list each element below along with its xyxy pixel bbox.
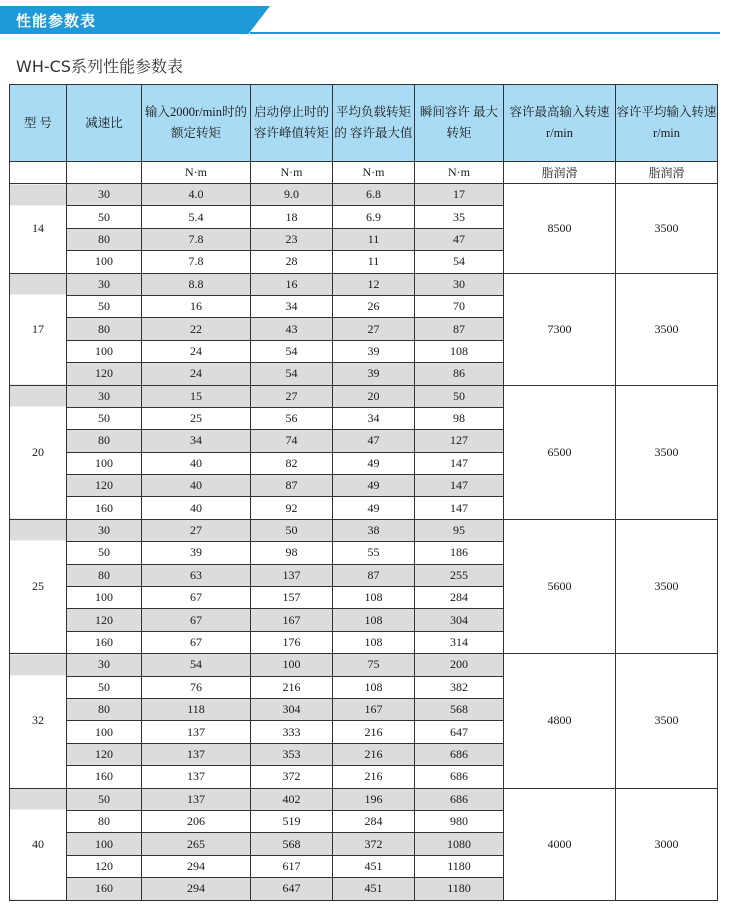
unit-cell: N·m [251, 162, 333, 184]
value-cell: 75 [333, 654, 415, 676]
value-cell: 87 [415, 318, 504, 340]
value-cell: 519 [251, 810, 333, 832]
model-cell: 25 [10, 519, 67, 653]
ratio-cell: 50 [67, 788, 142, 810]
value-cell: 216 [333, 721, 415, 743]
max-speed-cell: 4000 [504, 788, 616, 900]
value-cell: 11 [333, 228, 415, 250]
value-cell: 568 [251, 833, 333, 855]
value-cell: 47 [415, 228, 504, 250]
value-cell: 100 [251, 654, 333, 676]
ratio-cell: 50 [67, 676, 142, 698]
unit-cell: N·m [415, 162, 504, 184]
value-cell: 39 [333, 363, 415, 385]
value-cell: 147 [415, 452, 504, 474]
value-cell: 451 [333, 855, 415, 877]
table-title: WH-CS系列性能参数表 [16, 57, 183, 76]
value-cell: 38 [333, 519, 415, 541]
value-cell: 22 [142, 318, 251, 340]
value-cell: 74 [251, 430, 333, 452]
ratio-cell: 80 [67, 564, 142, 586]
value-cell: 23 [251, 228, 333, 250]
value-cell: 333 [251, 721, 333, 743]
ratio-cell: 80 [67, 698, 142, 720]
ratio-cell: 50 [67, 206, 142, 228]
ratio-cell: 50 [67, 542, 142, 564]
value-cell: 98 [415, 407, 504, 429]
value-cell: 265 [142, 833, 251, 855]
value-cell: 118 [142, 698, 251, 720]
ratio-cell: 120 [67, 855, 142, 877]
value-cell: 6.8 [333, 184, 415, 206]
max-speed-cell: 5600 [504, 519, 616, 653]
table-row [10, 385, 718, 407]
unit-cell [10, 162, 67, 184]
value-cell: 15 [142, 385, 251, 407]
value-cell: 67 [142, 631, 251, 653]
units-row [10, 162, 718, 184]
value-cell: 39 [333, 340, 415, 362]
value-cell: 40 [142, 452, 251, 474]
value-cell: 284 [415, 587, 504, 609]
value-cell: 50 [415, 385, 504, 407]
value-cell: 24 [142, 363, 251, 385]
value-cell: 127 [415, 430, 504, 452]
ratio-cell: 100 [67, 251, 142, 273]
value-cell: 9.0 [251, 184, 333, 206]
value-cell: 1180 [415, 878, 504, 900]
column-header: 启动停止时的 容许峰值转矩 [251, 85, 333, 162]
unit-cell [67, 162, 142, 184]
ratio-cell: 30 [67, 385, 142, 407]
value-cell: 95 [415, 519, 504, 541]
ratio-cell: 160 [67, 878, 142, 900]
ratio-cell: 80 [67, 430, 142, 452]
value-cell: 686 [415, 766, 504, 788]
value-cell: 43 [251, 318, 333, 340]
value-cell: 27 [142, 519, 251, 541]
value-cell: 17 [415, 184, 504, 206]
value-cell: 56 [251, 407, 333, 429]
table-row [10, 788, 718, 810]
value-cell: 67 [142, 609, 251, 631]
value-cell: 137 [142, 766, 251, 788]
value-cell: 55 [333, 542, 415, 564]
value-cell: 647 [415, 721, 504, 743]
value-cell: 167 [251, 609, 333, 631]
value-cell: 49 [333, 452, 415, 474]
value-cell: 54 [251, 363, 333, 385]
value-cell: 108 [333, 609, 415, 631]
value-cell: 1180 [415, 855, 504, 877]
column-header: 输入2000r/min时的 额定转矩 [142, 85, 251, 162]
value-cell: 255 [415, 564, 504, 586]
ratio-cell: 50 [67, 407, 142, 429]
max-speed-cell: 4800 [504, 654, 616, 788]
value-cell: 294 [142, 855, 251, 877]
avg-speed-cell: 3500 [616, 385, 718, 519]
value-cell: 353 [251, 743, 333, 765]
header-row [10, 85, 718, 162]
value-cell: 28 [251, 251, 333, 273]
unit-cell: N·m [142, 162, 251, 184]
value-cell: 200 [415, 654, 504, 676]
value-cell: 304 [251, 698, 333, 720]
value-cell: 304 [415, 609, 504, 631]
value-cell: 82 [251, 452, 333, 474]
ratio-cell: 50 [67, 295, 142, 317]
ratio-cell: 160 [67, 766, 142, 788]
value-cell: 18 [251, 206, 333, 228]
value-cell: 35 [415, 206, 504, 228]
value-cell: 67 [142, 587, 251, 609]
value-cell: 167 [333, 698, 415, 720]
ratio-cell: 100 [67, 587, 142, 609]
value-cell: 216 [333, 743, 415, 765]
value-cell: 157 [251, 587, 333, 609]
table-body [10, 184, 718, 901]
ratio-cell: 160 [67, 631, 142, 653]
model-cell: 14 [10, 184, 67, 274]
value-cell: 137 [142, 721, 251, 743]
value-cell: 27 [333, 318, 415, 340]
ratio-cell: 100 [67, 721, 142, 743]
value-cell: 8.8 [142, 273, 251, 295]
value-cell: 206 [142, 810, 251, 832]
value-cell: 86 [415, 363, 504, 385]
value-cell: 4.0 [142, 184, 251, 206]
ratio-cell: 80 [67, 810, 142, 832]
value-cell: 402 [251, 788, 333, 810]
section-title: 性能参数表 [16, 12, 97, 30]
avg-speed-cell: 3500 [616, 654, 718, 788]
value-cell: 92 [251, 497, 333, 519]
value-cell: 108 [333, 676, 415, 698]
value-cell: 108 [333, 631, 415, 653]
value-cell: 147 [415, 475, 504, 497]
value-cell: 11 [333, 251, 415, 273]
value-cell: 34 [251, 295, 333, 317]
unit-cell: 脂润滑 [616, 162, 718, 184]
value-cell: 5.4 [142, 206, 251, 228]
ratio-cell: 120 [67, 743, 142, 765]
column-header: 容许最高输入转速 r/min [504, 85, 616, 162]
avg-speed-cell: 3500 [616, 273, 718, 385]
value-cell: 27 [251, 385, 333, 407]
value-cell: 63 [142, 564, 251, 586]
model-cell: 20 [10, 385, 67, 519]
column-header: 容许平均输入转速 r/min [616, 85, 718, 162]
ratio-cell: 100 [67, 452, 142, 474]
value-cell: 980 [415, 810, 504, 832]
value-cell: 87 [333, 564, 415, 586]
value-cell: 34 [142, 430, 251, 452]
value-cell: 98 [251, 542, 333, 564]
table-row [10, 184, 718, 206]
value-cell: 49 [333, 497, 415, 519]
ratio-cell: 160 [67, 497, 142, 519]
ratio-cell: 80 [67, 318, 142, 340]
value-cell: 686 [415, 743, 504, 765]
value-cell: 372 [333, 833, 415, 855]
max-speed-cell: 7300 [504, 273, 616, 385]
value-cell: 176 [251, 631, 333, 653]
table-row [10, 654, 718, 676]
value-cell: 54 [142, 654, 251, 676]
value-cell: 24 [142, 340, 251, 362]
value-cell: 87 [251, 475, 333, 497]
avg-speed-cell: 3000 [616, 788, 718, 900]
unit-cell: 脂润滑 [504, 162, 616, 184]
table-row [10, 519, 718, 541]
value-cell: 49 [333, 475, 415, 497]
column-header: 平均负载转矩的 容许最大值 [333, 85, 415, 162]
value-cell: 40 [142, 497, 251, 519]
value-cell: 54 [251, 340, 333, 362]
ratio-cell: 30 [67, 184, 142, 206]
avg-speed-cell: 3500 [616, 184, 718, 274]
value-cell: 6.9 [333, 206, 415, 228]
value-cell: 196 [333, 788, 415, 810]
value-cell: 382 [415, 676, 504, 698]
value-cell: 34 [333, 407, 415, 429]
table-row [10, 273, 718, 295]
model-cell: 17 [10, 273, 67, 385]
value-cell: 108 [333, 587, 415, 609]
value-cell: 617 [251, 855, 333, 877]
ratio-cell: 80 [67, 228, 142, 250]
value-cell: 108 [415, 340, 504, 362]
value-cell: 451 [333, 878, 415, 900]
performance-table [9, 84, 718, 901]
value-cell: 54 [415, 251, 504, 273]
ratio-cell: 30 [67, 654, 142, 676]
value-cell: 7.8 [142, 251, 251, 273]
max-speed-cell: 8500 [504, 184, 616, 274]
value-cell: 16 [251, 273, 333, 295]
value-cell: 372 [251, 766, 333, 788]
value-cell: 12 [333, 273, 415, 295]
ratio-cell: 120 [67, 363, 142, 385]
value-cell: 70 [415, 295, 504, 317]
value-cell: 76 [142, 676, 251, 698]
value-cell: 30 [415, 273, 504, 295]
ratio-cell: 30 [67, 519, 142, 541]
value-cell: 16 [142, 295, 251, 317]
value-cell: 314 [415, 631, 504, 653]
ratio-cell: 100 [67, 340, 142, 362]
max-speed-cell: 6500 [504, 385, 616, 519]
value-cell: 137 [251, 564, 333, 586]
value-cell: 47 [333, 430, 415, 452]
value-cell: 7.8 [142, 228, 251, 250]
value-cell: 137 [142, 743, 251, 765]
ratio-cell: 120 [67, 475, 142, 497]
column-header: 瞬间容许 最大转矩 [415, 85, 504, 162]
value-cell: 50 [251, 519, 333, 541]
avg-speed-cell: 3500 [616, 519, 718, 653]
value-cell: 137 [142, 788, 251, 810]
column-header: 减速比 [67, 85, 142, 162]
value-cell: 216 [251, 676, 333, 698]
ratio-cell: 30 [67, 273, 142, 295]
value-cell: 568 [415, 698, 504, 720]
ratio-cell: 120 [67, 609, 142, 631]
model-cell: 40 [10, 788, 67, 900]
value-cell: 647 [251, 878, 333, 900]
value-cell: 40 [142, 475, 251, 497]
banner-rule [250, 32, 720, 34]
ratio-cell: 100 [67, 833, 142, 855]
value-cell: 39 [142, 542, 251, 564]
value-cell: 147 [415, 497, 504, 519]
value-cell: 284 [333, 810, 415, 832]
value-cell: 186 [415, 542, 504, 564]
value-cell: 686 [415, 788, 504, 810]
unit-cell: N·m [333, 162, 415, 184]
value-cell: 25 [142, 407, 251, 429]
value-cell: 1080 [415, 833, 504, 855]
value-cell: 216 [333, 766, 415, 788]
model-cell: 32 [10, 654, 67, 788]
value-cell: 26 [333, 295, 415, 317]
section-banner [0, 0, 731, 36]
column-header: 型 号 [10, 85, 67, 162]
value-cell: 20 [333, 385, 415, 407]
value-cell: 294 [142, 878, 251, 900]
